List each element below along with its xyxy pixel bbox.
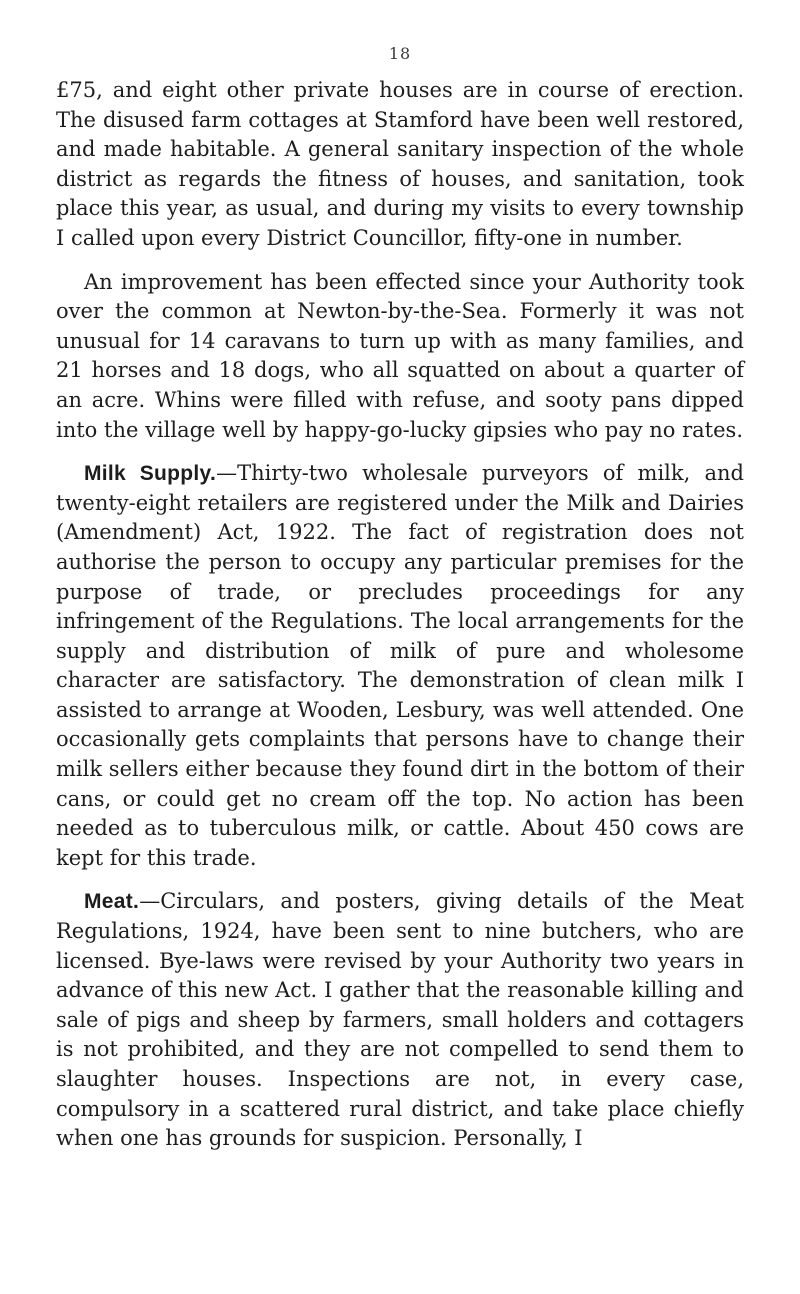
paragraph-newton-common (56, 268, 744, 446)
paragraph-text: —Thirty-two wholesale purveyors of milk, and twenty-eight retailers are registered under the Milk and Dairies (Amendment) Act, 1922. The fact of registration does not authorise the person to occupy any particular premises for the purpose of trade, or precludes proceedings for any infringement of the Regulations. The local arrangements for the supply and distribution of milk of pure and wholesome character are satisfactory. The demonstration of clean milk I assisted to arrange at Wooden, Lesbury, was well attended. One occasionally gets complaints that persons have to change their milk sellers either because they found dirt in the bottom of their cans, or could get no cream off the top. No action has been needed as to tuberculous milk, or cattle. About 450 cows are kept for this trade. (56, 461, 744, 870)
paragraph-housing (56, 76, 744, 254)
paragraph-text: An improvement has been effected since your Authority took over the common at Newton-by-the-Sea. Formerly it was not unusual for 14 caravans to turn up with as many families, and 21 horses and 18 dogs, who all squatted on about a quarter of an acre. Whins were filled with refuse, and sooty pans dipped into the village well by happy-go-lucky gipsies who pay no rates. (56, 269, 744, 442)
paragraph-milk-supply (56, 459, 744, 873)
paragraph-text: £75, and eight other private houses are in course of erection. The disused farm cottages at Stamford have been well restored, and made habitable. A general sanitary inspection of the whole district as regards the fitness of houses, and sanitation, took place this year, as usual, and during my visits to every township I called upon every District Councillor, fifty-one in number. (56, 78, 744, 250)
paragraph-meat (56, 887, 744, 1153)
body-text (56, 76, 744, 1168)
section-heading-milk-supply: Milk Supply. (84, 462, 217, 486)
section-heading-meat: Meat. (84, 890, 140, 914)
page-number: 18 (388, 44, 412, 63)
paragraph-text: —Circulars, and posters, giving details of the Meat Regulations, 1924, have been sent to nine butchers, who are licensed. Bye-laws were revised by your Authority two years in advance of this new Act. I gather that the reasonable killing and sale of pigs and sheep by farmers, small holders and cottagers is not prohibited, and they are not compelled to send them to slaughter houses. Inspections are not, in every case, compulsory in a scattered rural district, and take place chiefly when one has grounds for suspicion. Personally, I (56, 889, 744, 1151)
